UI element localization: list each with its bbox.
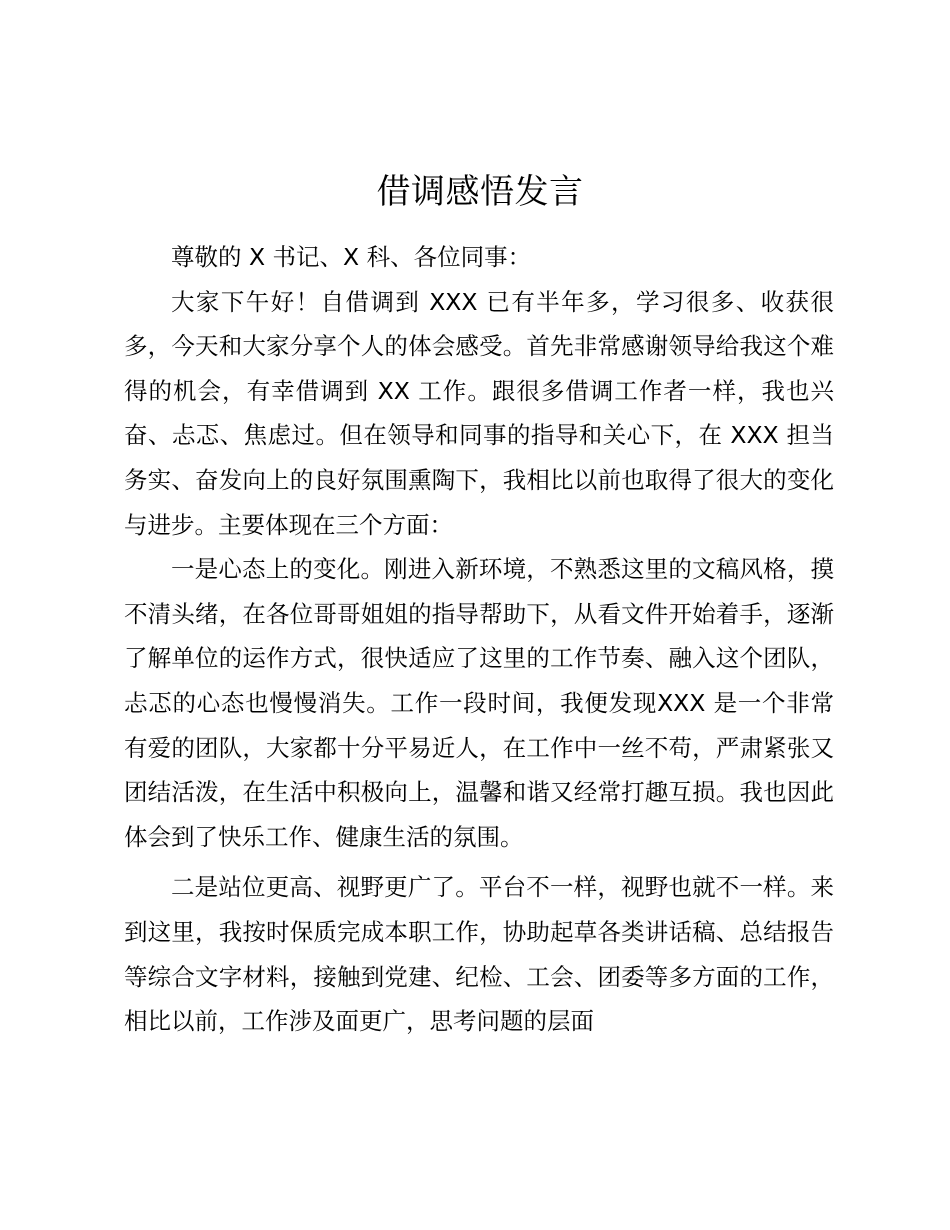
document-body (124, 235, 834, 1044)
point-one-paragraph: 一是心态上的变化。刚进入新环境，不熟悉这里的文稿风格，摸不清头绪，在各位哥哥姐姐的指导帮助下，从看文件开始着手，逐渐了解单位的运作方式，很快适应了这里的工作节奏、融入这个团队，忐忑的心态也慢慢消失。工作一段时间，我便发现XXX 是一个非常有爱的团队，大家都十分平易近人，在工作中一丝不苟，严肃紧张又团结活泼，在生活中积极向上，温馨和谐又经常打趣互损。我也因此体会到了快乐工作、健康生活的氛围。 (124, 555, 834, 851)
point-two-paragraph: 二是站位更高、视野更广了。平台不一样，视野也就不一样。来到这里，我按时保质完成本职工作，协助起草各类讲话稿、总结报告等综合文字材料，接触到党建、纪检、工会、团委等多方面的工作，相比以前，工作涉及面更广，思考问题的层面 (124, 873, 834, 1036)
intro-paragraph: 大家下午好！自借调到 XXX 已有半年多，学习很多、收获很多，今天和大家分享个人的体会感受。首先非常感谢领导给我这个难得的机会，有幸借调到 XX 工作。跟很多借调工作者一样，我也兴奋、忐忑、焦虑过。但在领导和同事的指导和关心下，在 XXX 担当务实、奋发向上的良好氛围熏陶下，我相比以前也取得了很大的变化与进步。主要体现在三个方面： (124, 287, 834, 539)
salutation-paragraph: 尊敬的 X 书记、X 科、各位同事： (171, 243, 532, 271)
document-title: 借调感悟发言 (376, 172, 584, 212)
